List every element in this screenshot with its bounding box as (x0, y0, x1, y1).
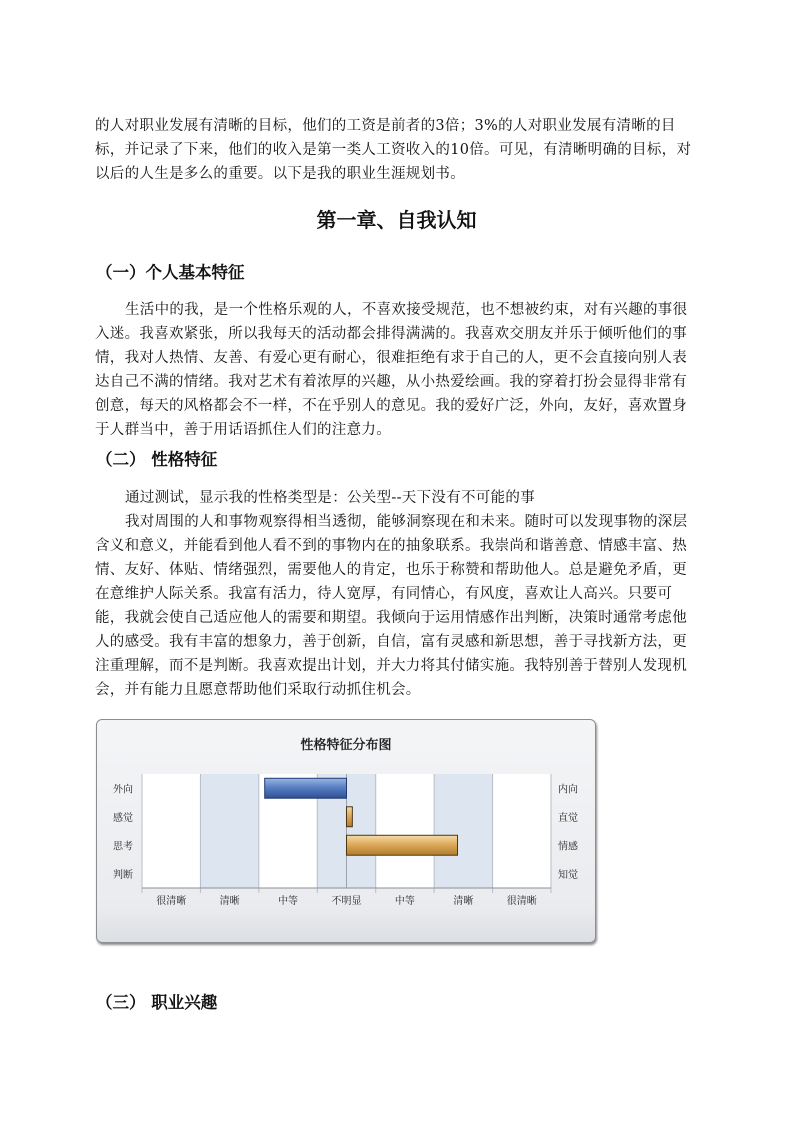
grid-band (434, 774, 492, 888)
x-tick-label: 清晰 (219, 896, 240, 907)
right-category-label: 知觉 (558, 869, 578, 881)
x-tick-label: 中等 (278, 896, 299, 907)
bar-外向-内向 (265, 778, 347, 798)
personality-chart (96, 719, 596, 943)
bar-思考-情感 (347, 835, 458, 855)
plot-area (113, 774, 578, 907)
chart-title: 性格特征分布图 (300, 738, 392, 753)
bar-感觉-直觉 (347, 807, 353, 827)
section-heading-interests: （三） 职业兴趣 (96, 993, 218, 1012)
personality-chart-svg (97, 720, 595, 942)
x-tick-label: 不明显 (331, 896, 362, 907)
left-category-label: 思考 (113, 841, 133, 853)
right-category-label: 直觉 (558, 812, 578, 824)
section-heading-basic-traits: （一）个人基本特征 (96, 263, 245, 282)
right-category-label: 内向 (558, 784, 578, 796)
x-tick-label: 中等 (394, 896, 415, 907)
grid-band (200, 774, 258, 888)
left-category-label: 感觉 (113, 812, 133, 824)
intro-paragraph: 的人对职业发展有清晰的目标，他们的工资是前者的3倍；3%的人对职业发展有清晰的目标，并记录了下来，他们的收入是第一类人工资收入的10倍。可见，有清晰明确的目标，对以后的人生是多么的重要。以下是我的职业生涯规划书。 (95, 118, 692, 182)
x-tick-label: 清晰 (453, 896, 474, 907)
section-heading-personality: （二） 性格特征 (96, 450, 218, 469)
personality-paragraph: 我对周围的人和事物观察得相当透彻，能够洞察现在和未来。随时可以发现事物的深层含义和意义，并能看到他人看不到的事物内在的抽象联系。我崇尚和谐善意、情感丰富、热情、友好、体贴、情绪强烈，需要他人的肯定，也乐于称赞和帮助他人。总是避免矛盾，更在意维护人际关系。我富有活力，待人宽厚，有同情心，有风度，喜欢让人高兴。只要可能，我就会使自己适应他人的需要和期望。我倾向于运用情感作出判断，决策时通常考虑他人的感受。我有丰富的想象力，善于创新，自信，富有灵感和新思想，善于寻找新方法，更注重理解，而不是判断。我喜欢提出计划，并大力将其付储实施。我特别善于替别人发现机会，并有能力且愿意帮助他们采取行动抓住机会。 (95, 514, 688, 698)
left-category-label: 判断 (113, 869, 133, 881)
test-result-paragraph: 通过测试，显示我的性格类型是：公关型--天下没有不可能的事 (125, 490, 535, 506)
left-category-label: 外向 (113, 784, 133, 796)
basic-traits-paragraph: 生活中的我，是一个性格乐观的人，不喜欢接受规范，也不想被约束，对有兴趣的事很入迷。我喜欢紧张，所以我每天的活动都会排得满满的。我喜欢交朋友并乐于倾听他们的事情，我对人热情、友善、有爱心更有耐心，很难拒绝有求于自己的人，更不会直接向别人表达自己不满的情绪。我对艺术有着浓厚的兴趣，从小热爱绘画。我的穿着打扮会显得非常有创意，每天的风格都会不一样，不在乎别人的意见。我的爱好广泛，外向，友好，喜欢置身于人群当中，善于用话语抓住人们的注意力。 (95, 302, 688, 438)
chapter-title: 第一章、自我认知 (316, 208, 477, 232)
x-tick-label: 很清晰 (156, 896, 187, 907)
x-tick-label: 很清晰 (506, 896, 537, 907)
right-category-label: 情感 (558, 841, 578, 853)
